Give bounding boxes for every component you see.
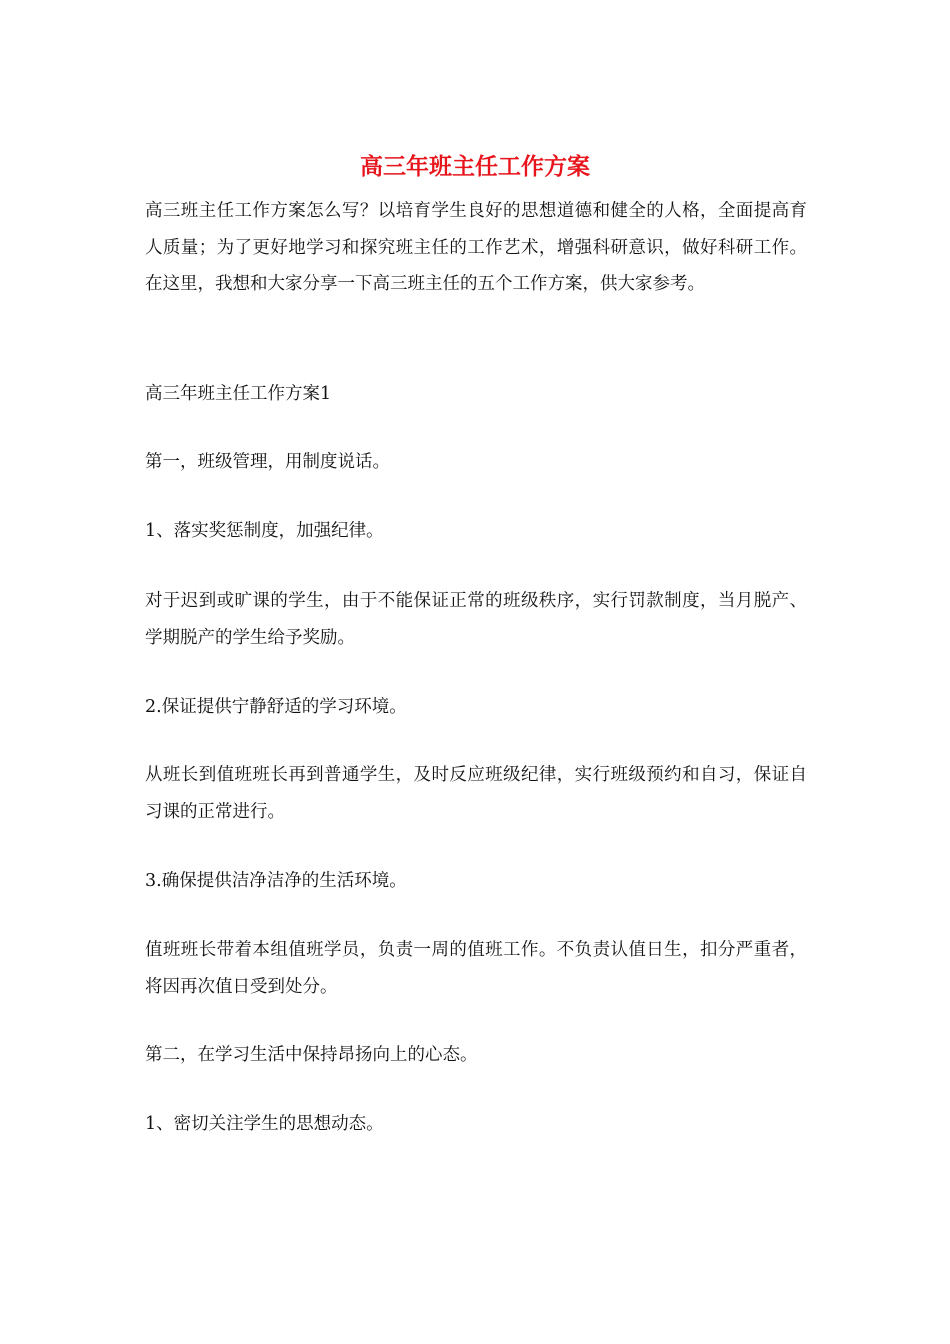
list-item-heading: 3.确保提供洁净洁净的生活环境。 — [145, 871, 407, 891]
document-title: 高三年班主任工作方案 — [360, 153, 590, 180]
list-item-heading: 1、密切关注学生的思想动态。 — [145, 1114, 384, 1134]
subsection-heading: 第二，在学习生活中保持昂扬向上的心态。 — [145, 1045, 478, 1065]
subsection-heading: 第一，班级管理，用制度说话。 — [145, 452, 390, 472]
body-paragraph: 对于迟到或旷课的学生，由于不能保证正常的班级秩序，实行罚款制度，当月脱产、学期脱产的学生给予奖励。 — [145, 591, 807, 648]
list-item-heading: 2.保证提供宁静舒适的学习环境。 — [145, 697, 407, 717]
body-paragraph: 值班班长带着本组值班学员，负责一周的值班工作。不负责认值日生，扣分严重者，将因再次值日受到处分。 — [145, 940, 807, 997]
body-paragraph: 从班长到值班班长再到普通学生，及时反应班级纪律，实行班级预约和自习，保证自习课的正常进行。 — [145, 765, 807, 822]
intro-paragraph: 高三班主任工作方案怎么写？以培育学生良好的思想道德和健全的人格，全面提高育人质量；为了更好地学习和探究班主任的工作艺术，增强科研意识，做好科研工作。在这里，我想和大家分享一下高三班主任的五个工作方案，供大家参考。 — [145, 201, 807, 294]
list-item-heading: 1、落实奖惩制度，加强纪律。 — [145, 521, 384, 541]
section-heading: 高三年班主任工作方案1 — [145, 384, 332, 404]
